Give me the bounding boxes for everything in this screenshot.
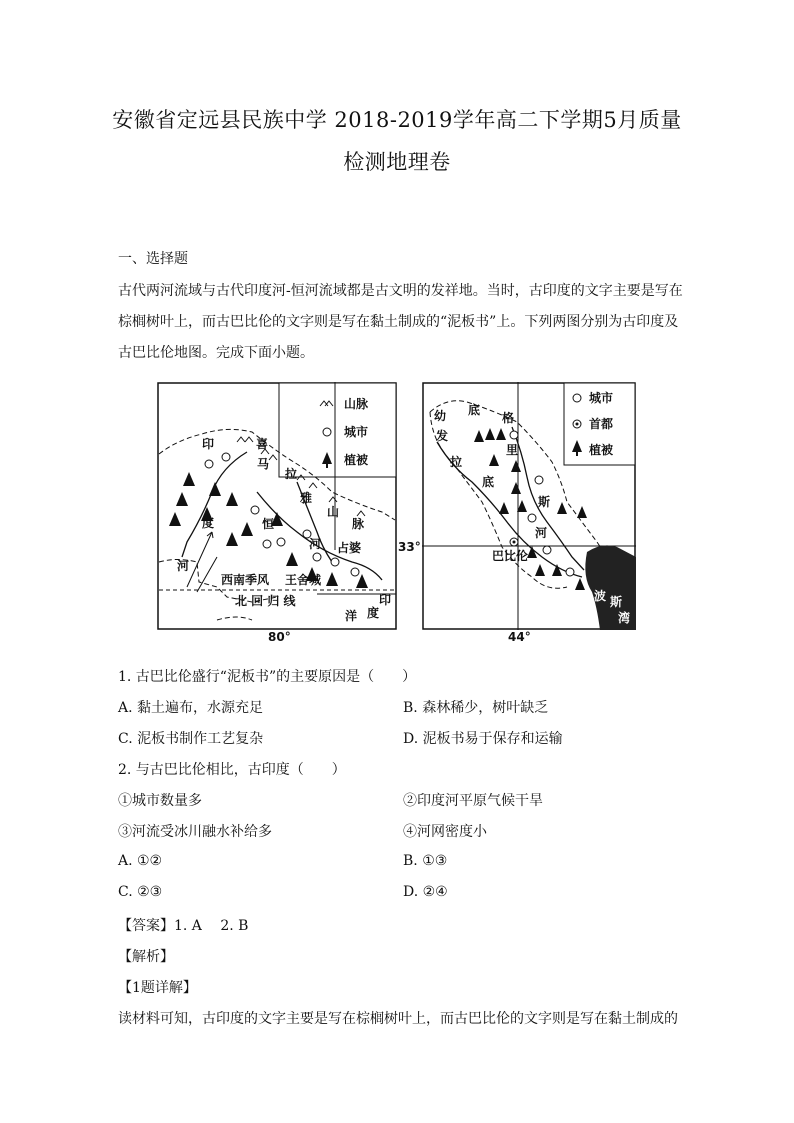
legend-city: 城市	[589, 391, 614, 405]
legend-vegetation: 植被	[589, 443, 614, 457]
svg-text:喜: 喜	[256, 437, 269, 451]
map-ancient-india	[157, 382, 397, 630]
svg-text:印: 印	[379, 593, 392, 607]
svg-text:印: 印	[202, 437, 215, 451]
svg-text:斯: 斯	[538, 495, 551, 509]
answer-line: 【答案】1. A 2. B	[118, 918, 249, 934]
city-legend-icon	[573, 394, 581, 402]
capital-legend-icon	[573, 420, 581, 428]
svg-text:河: 河	[177, 559, 190, 573]
svg-text:王舍城: 王舍城	[285, 573, 322, 587]
q2-option-c: C. ②③	[118, 884, 163, 900]
detail-heading: 【1题详解】	[118, 980, 197, 996]
svg-text:拉: 拉	[450, 455, 463, 469]
doc-title-line1: 安徽省定远县民族中学 2018-2019学年高二下学期5月质量	[112, 108, 682, 132]
q2-stem: 2. 与古巴比伦相比，古印度（ ）	[118, 762, 346, 778]
svg-text:洋: 洋	[345, 609, 358, 623]
q1-option-a: A. 黏土遍布，水源充足	[118, 700, 264, 716]
svg-text:占婆: 占婆	[337, 541, 362, 555]
q2-option-d: D. ②④	[403, 884, 448, 900]
svg-text:里: 里	[506, 443, 519, 457]
svg-text:雅: 雅	[300, 491, 313, 505]
legend-capital: 首都	[589, 417, 614, 431]
svg-text:河: 河	[309, 537, 322, 551]
q2-statement-1: ①城市数量多	[118, 793, 202, 809]
map1-longitude-label: 80°	[268, 630, 291, 644]
q2-statement-3: ③河流受冰川融水补给多	[118, 824, 272, 840]
svg-text:格: 格	[502, 411, 515, 425]
svg-text:恒: 恒	[262, 517, 275, 531]
map2-latitude-label: 33°	[398, 540, 421, 554]
q2-option-b: B. ①③	[403, 853, 448, 869]
svg-text:北 回 归 线: 北 回 归 线	[235, 594, 296, 608]
svg-text:斯: 斯	[610, 595, 623, 609]
q1-option-c: C. 泥板书制作工艺复杂	[118, 731, 264, 747]
svg-text:底: 底	[468, 403, 481, 417]
svg-text:底: 底	[482, 475, 495, 489]
map-ancient-babylon	[422, 382, 636, 630]
svg-text:西南季风: 西南季风	[221, 573, 270, 587]
section-heading: 一、选择题	[118, 251, 188, 267]
svg-text:度: 度	[202, 516, 215, 530]
svg-text:幼: 幼	[434, 409, 447, 423]
svg-text:马: 马	[257, 457, 270, 471]
svg-text:拉: 拉	[285, 467, 298, 481]
svg-text:河: 河	[535, 526, 548, 540]
svg-text:发: 发	[436, 429, 449, 443]
q1-option-b: B. 森林稀少，树叶缺乏	[403, 700, 549, 716]
legend-mountain: 山脉	[344, 397, 369, 411]
q1-stem: 1. 古巴比伦盛行“泥板书”的主要原因是（ ）	[118, 669, 417, 685]
svg-text:巴比伦: 巴比伦	[492, 549, 529, 563]
q2-statement-4: ④河网密度小	[403, 824, 487, 840]
svg-text:湾: 湾	[618, 611, 631, 625]
svg-text:脉: 脉	[352, 517, 365, 531]
doc-title-line2: 检测地理卷	[343, 150, 451, 174]
legend-vegetation: 植被	[344, 453, 369, 467]
explanation-text: 读材料可知，古印度的文字主要是写在棕榈树叶上，而古巴比伦的文字则是写在黏土制成的	[118, 1011, 678, 1027]
q2-option-a: A. ①②	[118, 853, 163, 869]
svg-text:山: 山	[327, 505, 340, 519]
q1-option-d: D. 泥板书易于保存和运输	[403, 731, 563, 747]
legend-city: 城市	[344, 425, 369, 439]
analysis-heading: 【解析】	[118, 949, 174, 965]
map2-longitude-label: 44°	[508, 630, 531, 644]
svg-text:波: 波	[594, 589, 607, 603]
intro-paragraph: 古代两河流域与古代印度河-恒河流域都是古文明的发祥地。当时，古印度的文字主要是写在棕榈树叶上，而古巴比伦的文字则是写在黏土制成的“泥板书”上。下列两图分别为古印度及古巴比伦地图。完成下面小题。	[118, 283, 683, 361]
city-legend-icon	[323, 428, 331, 436]
q2-statement-2: ②印度河平原气候干旱	[403, 793, 543, 809]
svg-text:度: 度	[367, 606, 380, 620]
